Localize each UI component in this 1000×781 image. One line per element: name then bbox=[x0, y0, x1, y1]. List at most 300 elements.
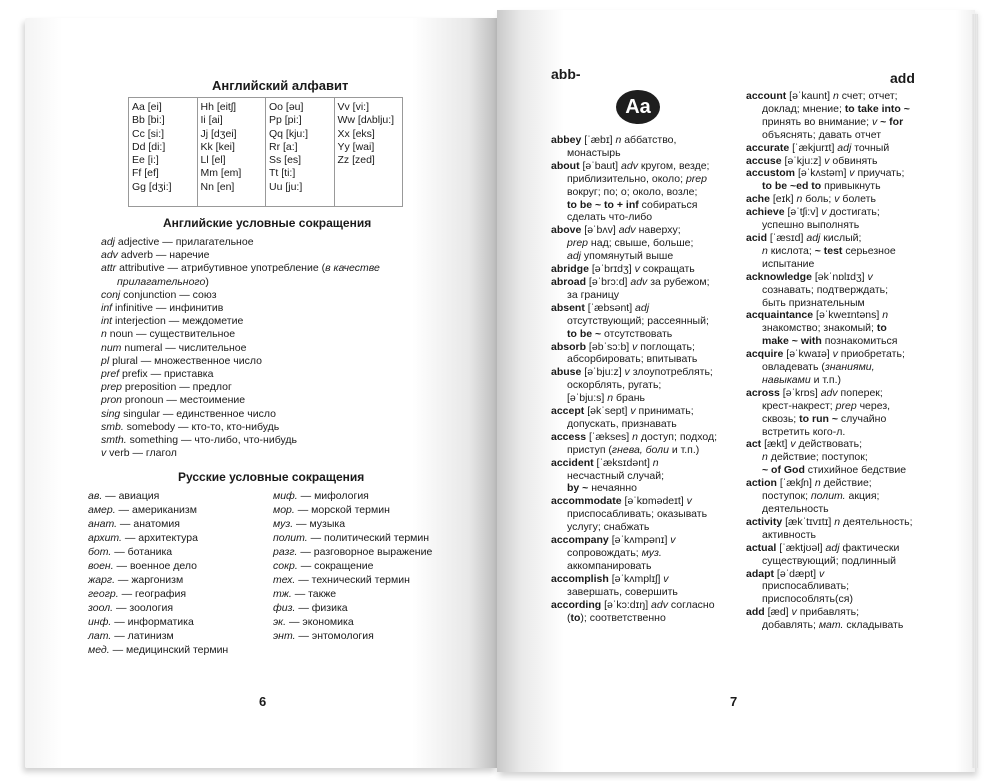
abbreviation-meaning: — латинизм bbox=[111, 630, 174, 642]
entry-text: [əˈbʌv] bbox=[581, 224, 619, 237]
entry-line bbox=[551, 353, 729, 366]
entry-text: [ˈæbsənt] bbox=[584, 301, 636, 314]
entry-text: сопровождать; bbox=[567, 547, 642, 559]
entry-line bbox=[551, 560, 729, 573]
abbreviation-meaning: interjection — междометие bbox=[112, 315, 244, 328]
entry-line bbox=[551, 328, 729, 341]
entry-text: действие; bbox=[820, 477, 872, 490]
entry-text: кислый; bbox=[820, 231, 862, 244]
entry-line bbox=[551, 599, 729, 612]
abbreviation: муз. bbox=[273, 518, 294, 530]
entry-line bbox=[551, 405, 729, 418]
russian-abbreviations-column-1 bbox=[88, 489, 268, 657]
entry-line bbox=[746, 258, 924, 271]
abbreviation-row bbox=[88, 601, 268, 615]
entry-text: приступ ( bbox=[567, 443, 612, 456]
headword: across bbox=[746, 386, 780, 399]
alphabet-letter: Dd [di:] bbox=[132, 140, 166, 153]
entry-text: сокращать bbox=[639, 263, 695, 276]
dictionary-column-1 bbox=[551, 134, 729, 624]
dictionary-entry bbox=[551, 160, 729, 225]
dictionary-entry bbox=[551, 573, 729, 599]
entry-line bbox=[746, 374, 924, 387]
abbreviation-row bbox=[101, 262, 451, 288]
entry-text: складывать bbox=[843, 619, 904, 632]
entry-text: [ˈæktjʊəl] bbox=[776, 541, 826, 554]
entry-text: оскорблять, ругать; bbox=[567, 379, 662, 392]
dictionary-entry bbox=[551, 534, 729, 573]
headword: ~ for bbox=[880, 115, 904, 128]
entry-text: [əˈkʌmpənɪ] bbox=[608, 534, 671, 547]
entry-line bbox=[746, 413, 924, 426]
entry-line bbox=[746, 167, 924, 180]
abbreviation-meaning: numeral — числительное bbox=[121, 341, 247, 354]
abbreviation-note-cont: прилагательного bbox=[117, 275, 206, 288]
grammar-label: n bbox=[832, 90, 839, 102]
entry-text: боль; bbox=[802, 193, 835, 206]
alphabet-letter: Gg [dʒi:] bbox=[132, 180, 172, 193]
abbreviation-row bbox=[273, 517, 463, 531]
grammar-label: v bbox=[663, 572, 669, 585]
entry-line bbox=[551, 573, 729, 586]
entry-line bbox=[746, 387, 924, 400]
abbreviation: разг. bbox=[273, 546, 298, 558]
entry-line bbox=[551, 366, 729, 379]
abbreviation: полит. bbox=[273, 532, 308, 544]
dictionary-entry bbox=[551, 302, 729, 341]
entry-text: [ˈækjurɪt] bbox=[789, 141, 838, 154]
entry-text: фактически bbox=[839, 541, 900, 554]
alphabet-letter: Yy [wai] bbox=[337, 140, 375, 153]
grammar-label: n bbox=[762, 244, 768, 257]
abbreviation-meaning: — экономика bbox=[286, 616, 354, 628]
entry-line bbox=[746, 361, 924, 374]
grammar-label: prep bbox=[835, 399, 857, 412]
abbreviation: мед. bbox=[88, 644, 110, 656]
entry-line bbox=[551, 470, 729, 483]
entry-text: через, bbox=[856, 399, 891, 412]
abbreviation-meaning: — энтомология bbox=[295, 630, 374, 642]
headword: ~ of God bbox=[762, 464, 805, 477]
dictionary-entry bbox=[551, 263, 729, 276]
alphabet-letter: Hh [eitʃ] bbox=[200, 101, 237, 113]
alphabet-letter: Qq [kju:] bbox=[269, 127, 309, 140]
english-abbreviations-title: Английские условные сокращения bbox=[163, 216, 372, 230]
grammar-label: муз. bbox=[641, 547, 662, 559]
entry-text: поглощать; bbox=[637, 340, 695, 353]
abbreviation: лат. bbox=[88, 630, 112, 642]
entry-text: точный bbox=[851, 141, 890, 154]
headword: absorb bbox=[551, 340, 587, 353]
abbreviation-meaning: verb — глагол bbox=[106, 447, 177, 460]
grammar-label: мат. bbox=[818, 619, 844, 632]
alphabet-letter: Ll [el] bbox=[200, 154, 226, 167]
abbreviation-meaning: — жаргонизм bbox=[115, 574, 184, 586]
entry-line bbox=[746, 568, 924, 581]
entry-line bbox=[746, 529, 924, 542]
headword: to be ~ed to bbox=[762, 180, 822, 193]
entry-line bbox=[746, 103, 924, 116]
abbreviation: adv bbox=[101, 249, 118, 262]
dictionary-column-2 bbox=[746, 90, 924, 632]
abbreviation-row bbox=[101, 394, 451, 407]
entry-text: поступок; bbox=[762, 490, 811, 503]
alphabet-letter: Bb [bi:] bbox=[132, 114, 165, 127]
entry-line bbox=[746, 155, 924, 168]
alphabet-letter: Zz [zed] bbox=[337, 154, 375, 167]
abbreviation-row bbox=[273, 559, 463, 573]
dictionary-entry bbox=[551, 276, 729, 302]
entry-text: деятельность; bbox=[840, 515, 913, 528]
headword: acid bbox=[746, 231, 768, 244]
entry-text: сознавать; подтверждать; bbox=[762, 283, 889, 296]
grammar-label: v bbox=[670, 534, 676, 547]
entry-text: несчастный случай; bbox=[567, 469, 664, 482]
headword: accident bbox=[551, 456, 594, 469]
abbreviation: sing bbox=[101, 407, 121, 420]
entry-text: отсутствовать bbox=[601, 327, 673, 340]
dictionary-entry bbox=[746, 606, 924, 632]
entry-line bbox=[551, 147, 729, 160]
abbreviation: n bbox=[101, 328, 107, 341]
entry-text: активность bbox=[762, 528, 816, 541]
entry-line bbox=[746, 309, 924, 322]
entry-line bbox=[746, 400, 924, 413]
abbreviation: smb. bbox=[101, 420, 124, 433]
headword: access bbox=[551, 430, 587, 443]
entry-text: принять во внимание; bbox=[762, 115, 872, 128]
headword: acquire bbox=[746, 348, 784, 361]
entry-line bbox=[746, 129, 924, 142]
entry-text: за рубежом; bbox=[647, 275, 710, 288]
entry-line bbox=[746, 232, 924, 245]
grammar-label: v bbox=[849, 167, 855, 180]
grammar-label: adv bbox=[621, 159, 638, 172]
headword: by ~ bbox=[567, 482, 589, 495]
abbreviation: эк. bbox=[273, 616, 287, 628]
headword: to take into ~ bbox=[844, 102, 910, 115]
headword: abbey bbox=[551, 134, 582, 146]
abbreviation-row bbox=[273, 545, 463, 559]
abbreviation: бот. bbox=[88, 546, 112, 558]
alphabet-column bbox=[266, 98, 335, 206]
headword: to bbox=[570, 611, 581, 624]
grammar-label: prep bbox=[685, 172, 707, 185]
headword: to be ~ to + inf bbox=[567, 198, 639, 211]
grammar-label: v bbox=[824, 154, 830, 167]
entry-text: [əˈbju:z] bbox=[581, 366, 625, 379]
entry-text: [ˈækʃn] bbox=[776, 477, 815, 490]
entry-text: приспосабливать; bbox=[762, 580, 850, 593]
abbreviation-meaning: — анатомия bbox=[117, 518, 180, 530]
alphabet-letter: Jj [dʒei] bbox=[200, 127, 237, 140]
headword: accustom bbox=[746, 167, 796, 180]
abbreviation: inf bbox=[101, 302, 113, 315]
dictionary-entry bbox=[746, 90, 924, 142]
abbreviation-meaning: preposition — предлог bbox=[122, 381, 232, 394]
abbreviation: воен. bbox=[88, 560, 114, 572]
alphabet-column bbox=[129, 98, 198, 206]
alphabet-letter: Aa [ei] bbox=[132, 101, 162, 113]
grammar-label: adj bbox=[825, 541, 840, 554]
entry-text: собираться bbox=[638, 198, 698, 211]
grammar-label: adv bbox=[820, 386, 838, 399]
dictionary-entry bbox=[551, 134, 729, 160]
grammar-label: полит. bbox=[810, 490, 846, 503]
abbreviation-row bbox=[273, 615, 463, 629]
entry-line bbox=[746, 90, 924, 103]
abbreviation-meaning: — разговорное выражение bbox=[297, 546, 433, 558]
dictionary-entry bbox=[551, 495, 729, 534]
russian-abbreviations-column-2 bbox=[273, 489, 463, 643]
alphabet-letter: Tt [ti:] bbox=[269, 167, 296, 180]
abbreviation: v bbox=[101, 447, 107, 460]
entry-text: [əˈkweɪntəns] bbox=[813, 309, 883, 322]
entry-line bbox=[746, 180, 924, 193]
headword: absent bbox=[551, 301, 585, 314]
abbreviation-row bbox=[88, 629, 268, 643]
entry-text: аккомпанировать bbox=[567, 559, 652, 572]
headword: accommodate bbox=[551, 495, 622, 508]
entry-text: наверху; bbox=[635, 224, 681, 237]
dictionary-entry bbox=[746, 542, 924, 568]
entry-line bbox=[746, 271, 924, 284]
entry-line bbox=[551, 160, 729, 173]
alphabet-letter: Oo [əu] bbox=[269, 101, 304, 113]
entry-line bbox=[746, 142, 924, 155]
dictionary-entry bbox=[551, 431, 729, 457]
abbreviation-meaning: — информатика bbox=[111, 616, 194, 628]
grammar-label: гнева, боли bbox=[611, 443, 669, 456]
alphabet-letter: Ff [ef] bbox=[132, 167, 159, 180]
alphabet-letter: Ww [dʌblju:] bbox=[337, 114, 395, 127]
alphabet-letter: Ee [i:] bbox=[132, 154, 159, 167]
entry-text: монастырь bbox=[567, 146, 621, 159]
grammar-label: v bbox=[791, 606, 797, 619]
entry-text: и т.п.) bbox=[668, 443, 700, 456]
abbreviation-meaning: pronoun — местоимение bbox=[122, 394, 246, 407]
dictionary-entry bbox=[551, 341, 729, 367]
page-number-right: 7 bbox=[730, 694, 738, 709]
alphabet-letter: Xx [eks] bbox=[337, 127, 375, 140]
entry-text: познакомиться bbox=[821, 335, 898, 348]
russian-abbreviations-title: Русские условные сокращения bbox=[178, 470, 365, 484]
abbreviation-row bbox=[273, 587, 463, 601]
dictionary-entry bbox=[746, 477, 924, 516]
entry-text: добавлять; bbox=[762, 619, 819, 632]
grammar-label: v bbox=[634, 263, 640, 276]
entry-line bbox=[746, 335, 924, 348]
abbreviation: анат. bbox=[88, 518, 118, 530]
abbreviation-row bbox=[101, 355, 451, 368]
entry-text: приспосабливать; оказывать bbox=[567, 508, 708, 521]
abbreviation-row bbox=[273, 601, 463, 615]
grammar-label: n bbox=[762, 451, 768, 464]
entry-text: брань bbox=[613, 392, 646, 405]
entry-text: злоупотреблять; bbox=[629, 366, 713, 379]
dictionary-entry bbox=[746, 155, 924, 168]
abbreviation: attr bbox=[101, 262, 117, 275]
entry-text: [əˈbaut] bbox=[579, 159, 622, 172]
running-head-left: abb- bbox=[551, 66, 581, 82]
entry-text: случайно bbox=[837, 412, 887, 425]
entry-line bbox=[551, 392, 729, 405]
abbreviation-meaning: — медицинский термин bbox=[109, 644, 229, 656]
grammar-label: v bbox=[818, 567, 825, 580]
abbreviation: миф. bbox=[273, 490, 298, 502]
dictionary-entry bbox=[746, 387, 924, 439]
abbreviation-row bbox=[88, 517, 268, 531]
entry-text: знакомство; знакомый; bbox=[762, 322, 877, 335]
entry-text: сквозь; bbox=[762, 412, 800, 425]
entry-text: [əˈbrɔ:d] bbox=[586, 275, 631, 288]
entry-line bbox=[746, 322, 924, 335]
entry-line bbox=[551, 315, 729, 328]
abbreviation: pl bbox=[101, 354, 110, 367]
abbreviation-meaning: — мифология bbox=[297, 490, 369, 502]
abbreviation: int bbox=[101, 315, 113, 328]
entry-line bbox=[746, 348, 924, 361]
entry-line bbox=[746, 477, 924, 490]
entry-text: [əˈkɔ:dɪŋ] bbox=[601, 598, 652, 611]
abbreviation-meaning: something — что-либо, что-нибудь bbox=[126, 434, 297, 447]
entry-text: испытание bbox=[762, 257, 815, 270]
abbreviation-meaning: plural — множественное число bbox=[109, 354, 262, 367]
entry-text: [əˈkaunt] bbox=[786, 90, 833, 102]
dictionary-entry bbox=[551, 405, 729, 431]
abbreviation: инф. bbox=[88, 616, 112, 628]
entry-text: [ækt] bbox=[761, 438, 791, 451]
entry-line bbox=[551, 547, 729, 560]
headword: account bbox=[746, 90, 787, 102]
entry-text: над; свыше, больше; bbox=[588, 237, 694, 250]
entry-text: согласно bbox=[667, 598, 715, 611]
abbreviation-row bbox=[88, 587, 268, 601]
entry-text: сделать что-либо bbox=[567, 211, 653, 224]
abbreviation-meaning: singular — единственное число bbox=[120, 407, 276, 420]
entry-text: [əˈbju:s] bbox=[567, 392, 608, 405]
dictionary-entry bbox=[746, 568, 924, 607]
grammar-label: adj bbox=[567, 250, 582, 263]
entry-text: акция; bbox=[845, 490, 880, 503]
abbreviation-meaning: — политический термин bbox=[307, 532, 430, 544]
page-edges bbox=[972, 14, 978, 768]
abbreviation-meaning: — также bbox=[291, 588, 337, 600]
alphabet-letter: Rr [a:] bbox=[269, 140, 298, 153]
grammar-label: n bbox=[632, 430, 638, 443]
entry-text: действие; поступок; bbox=[767, 451, 868, 464]
alphabet-letter: Vv [vi:] bbox=[337, 101, 370, 113]
entry-text: успешно выполнять bbox=[762, 219, 860, 232]
abbreviation-row bbox=[88, 643, 268, 657]
entry-line bbox=[746, 516, 924, 529]
entry-text: приобретать; bbox=[837, 348, 905, 361]
abbreviation: энт. bbox=[273, 630, 296, 642]
headword: about bbox=[551, 159, 580, 172]
abbreviation-note: в качестве bbox=[325, 262, 380, 275]
grammar-label: adv bbox=[630, 275, 648, 288]
alphabet-letter: Ss [es] bbox=[269, 154, 302, 167]
entry-line bbox=[746, 555, 924, 568]
abbreviation-meaning: adverb — наречие bbox=[117, 249, 210, 262]
grammar-label: v bbox=[821, 206, 827, 219]
entry-line bbox=[551, 134, 729, 147]
headword: ~ test bbox=[814, 244, 843, 257]
alphabet-letter: Mm [em] bbox=[200, 167, 242, 180]
entry-line bbox=[551, 508, 729, 521]
headword: abridge bbox=[551, 263, 589, 276]
entry-line bbox=[551, 495, 729, 508]
abbreviation-meaning: somebody — кто-то, кто-нибудь bbox=[123, 420, 280, 433]
abbreviation-row bbox=[101, 447, 451, 460]
dictionary-entry bbox=[746, 142, 924, 155]
headword: action bbox=[746, 477, 777, 490]
entry-line bbox=[551, 482, 729, 495]
headword: accept bbox=[551, 405, 585, 418]
headword: act bbox=[746, 438, 762, 451]
entry-text: [əˈtʃi:v] bbox=[784, 206, 822, 219]
entry-text: [əˈkrɒs] bbox=[779, 386, 821, 399]
entry-line bbox=[551, 224, 729, 237]
headword: above bbox=[551, 224, 582, 237]
entry-line bbox=[746, 490, 924, 503]
grammar-label: v bbox=[867, 270, 873, 283]
grammar-label: n bbox=[615, 134, 622, 146]
abbreviation-row bbox=[101, 289, 451, 302]
entry-line bbox=[551, 534, 729, 547]
headword: add bbox=[746, 606, 765, 619]
headword: to bbox=[876, 322, 887, 335]
entry-text: упомянутый выше bbox=[581, 250, 674, 263]
entry-line bbox=[746, 438, 924, 451]
abbreviation: pron bbox=[101, 394, 123, 407]
abbreviation-meaning: — авиация bbox=[102, 490, 160, 502]
entry-text: [eɪk] bbox=[769, 193, 797, 206]
grammar-label: навыками bbox=[762, 373, 811, 386]
abbreviation-row bbox=[101, 236, 451, 249]
abbreviation: амер. bbox=[88, 504, 116, 516]
entry-line bbox=[746, 284, 924, 297]
entry-line bbox=[551, 199, 729, 212]
abbreviation-meaning: — музыка bbox=[293, 518, 346, 530]
abbreviation-row bbox=[88, 503, 268, 517]
entry-line bbox=[551, 263, 729, 276]
grammar-label: adj bbox=[837, 141, 852, 154]
abbreviation-meaning: — технический термин bbox=[295, 574, 410, 586]
entry-text: приспособлять(ся) bbox=[762, 593, 853, 606]
grammar-label: adj bbox=[635, 301, 650, 314]
entry-line bbox=[551, 186, 729, 199]
headword: accurate bbox=[746, 141, 790, 154]
abbreviation-meaning: adjective — прилагательное bbox=[115, 236, 254, 248]
entry-line bbox=[551, 379, 729, 392]
abbreviation-row bbox=[101, 408, 451, 421]
entry-line bbox=[551, 276, 729, 289]
abbreviation: жарг. bbox=[88, 574, 115, 586]
abbreviation: мор. bbox=[273, 504, 295, 516]
entry-line bbox=[746, 580, 924, 593]
entry-line bbox=[551, 341, 729, 354]
abbreviation-row bbox=[273, 573, 463, 587]
entry-line bbox=[746, 116, 924, 129]
abbreviation: физ. bbox=[273, 602, 296, 614]
entry-text: кислота; bbox=[767, 244, 815, 257]
entry-line bbox=[551, 457, 729, 470]
entry-text: доклад; мнение; bbox=[762, 102, 845, 115]
abbreviation: num bbox=[101, 341, 122, 354]
grammar-label: знаниями, bbox=[824, 361, 875, 374]
abbreviation-meaning: — сокращение bbox=[297, 560, 374, 572]
